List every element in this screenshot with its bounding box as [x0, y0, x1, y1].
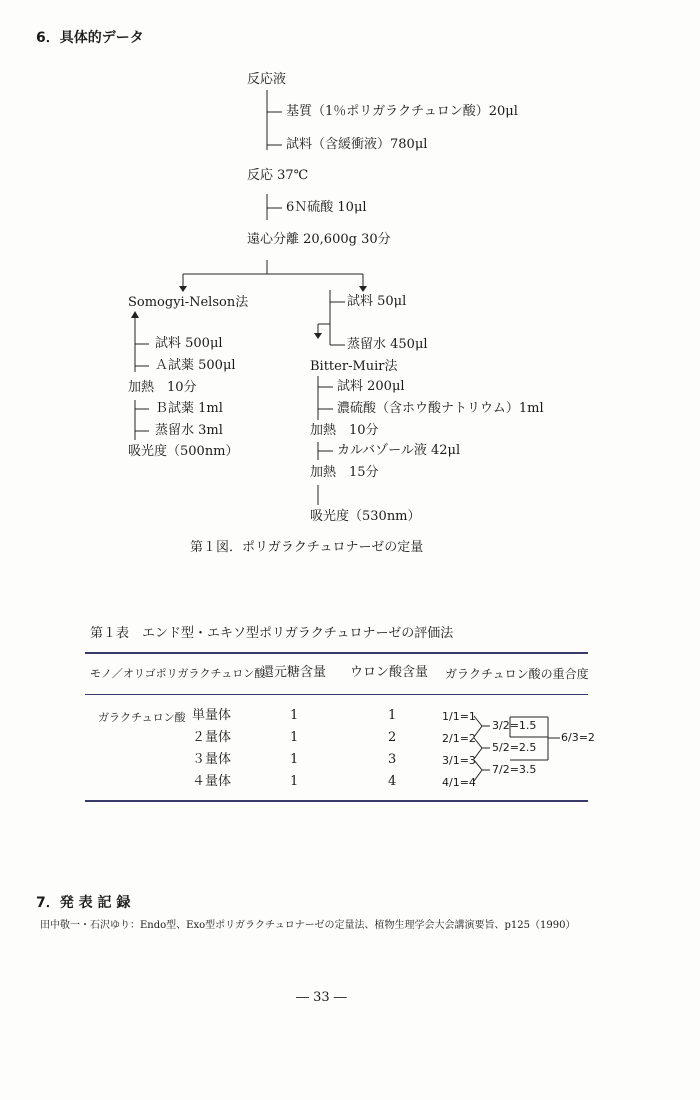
table-cell-reducing: 1 [290, 752, 299, 767]
table-header-reducing: 還元糖含量 [261, 665, 327, 680]
bm-absorbance: 吸光度（530nm） [310, 509, 421, 524]
page-number: ― 33 ― [296, 990, 347, 1005]
table-top-rule [85, 652, 588, 654]
flow-centrifugation: 遠心分離 20,600g 30分 [247, 232, 391, 247]
table-cell-ratio: 4/1=4 [442, 776, 476, 789]
dp-merge-c: 7/2=3.5 [492, 763, 537, 776]
table-cell-reducing: 1 [290, 774, 299, 789]
figure-caption: 第１図．ポリガラクチュロナーゼの定量 [190, 540, 424, 555]
flow-sample-buffer: 試料（含緩衝液）780μl [286, 137, 428, 152]
table-row-group: ガラクチュロン酸 [98, 711, 186, 724]
sn-reagent-b: Ｂ試薬 1ml [155, 401, 223, 416]
table-row-name: ２量体 [192, 730, 232, 745]
flow-sulfuric-acid: 6Ｎ硫酸 10μl [286, 200, 367, 215]
table-header-rule [85, 694, 588, 695]
section-6-heading: 6．具体的データ [36, 30, 144, 46]
bm-pre-sample: 試料 50μl [347, 294, 407, 309]
sn-distilled-water: 蒸留水 3ml [155, 423, 223, 438]
table-cell-ratio: 1/1=1 [442, 710, 476, 723]
publication-reference: 田中敬一・石沢ゆり：Endo型、Exo型ポリガラクチュロナーゼの定量法、植物生理学会大会講演要旨、p125（1990） [40, 920, 576, 931]
bm-sample: 試料 200μl [337, 379, 405, 394]
table-row-name: ４量体 [192, 774, 232, 789]
table-cell-reducing: 1 [290, 730, 299, 745]
sn-absorbance: 吸光度（500nm） [128, 444, 239, 459]
flow-reaction-temp: 反応 37℃ [247, 168, 309, 183]
table-row-name: ３量体 [192, 752, 232, 767]
table-cell-ratio: 2/1=2 [442, 732, 476, 745]
table-header-saccharide: モノ／オリゴポリガラクチュロン酸 [90, 667, 266, 680]
bm-pre-water: 蒸留水 450μl [347, 337, 428, 352]
sn-sample: 試料 500μl [155, 336, 223, 351]
table-cell-uronic: 3 [388, 752, 397, 767]
table-cell-reducing: 1 [290, 708, 299, 723]
table-cell-uronic: 4 [388, 774, 397, 789]
table-bottom-rule [85, 800, 588, 802]
table-header-dp: ガラクチュロン酸の重合度 [445, 667, 589, 681]
dp-merge-d: 6/3=2 [561, 731, 595, 744]
table-cell-ratio: 3/1=3 [442, 754, 476, 767]
bm-heat-10: 加熱 10分 [310, 423, 379, 438]
table-row-name: 単量体 [192, 708, 232, 723]
table-cell-uronic: 2 [388, 730, 397, 745]
table-caption: 第１表 エンド型・エキソ型ポリガラクチュロナーゼの評価法 [90, 626, 454, 641]
dp-merge-a: 3/2=1.5 [492, 719, 537, 732]
somogyi-nelson-title: Somogyi-Nelson法 [128, 295, 249, 310]
sn-heat: 加熱 10分 [128, 380, 197, 395]
table-cell-uronic: 1 [388, 708, 397, 723]
table-header-uronic: ウロン酸含量 [350, 665, 429, 680]
section-7-heading: 7．発 表 記 録 [36, 895, 131, 911]
bitter-muir-title: Bitter-Muir法 [310, 359, 398, 374]
flow-reaction-solution: 反応液 [247, 72, 287, 87]
flow-substrate: 基質（1％ポリガラクチュロン酸）20μl [286, 104, 518, 119]
bm-conc-sulfuric: 濃硫酸（含ホウ酸ナトリウム）1ml [337, 401, 544, 416]
sn-reagent-a: Ａ試薬 500μl [155, 358, 236, 373]
dp-merge-b: 5/2=2.5 [492, 741, 537, 754]
bm-carbazole: カルバゾール液 42μl [337, 443, 461, 458]
bm-heat-15: 加熱 15分 [310, 465, 379, 480]
